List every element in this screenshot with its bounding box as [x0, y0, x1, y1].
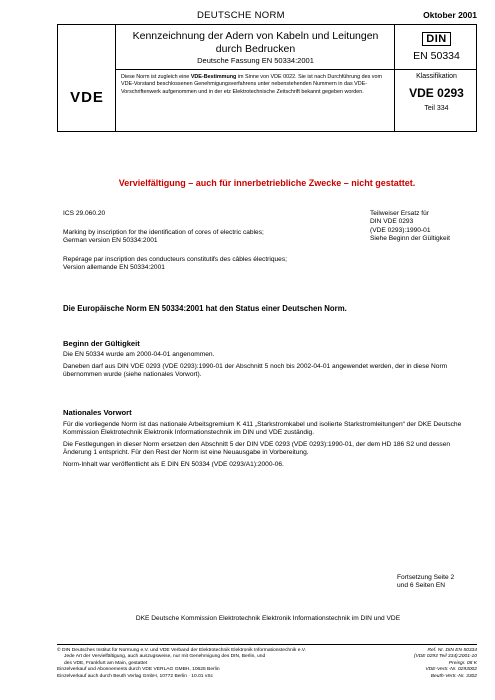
- paragraph: Daneben darf aus DIN VDE 0293 (VDE 0293):1990-01 der Abschnitt 5 noch bis 2002-04-01 angewendet werden, der in diese Norm übernommen wurde (siehe nationales Vorwort).: [63, 363, 448, 379]
- footer-copyright: © DIN Deutsches Institut für Normung e.V. und VDE Verband der Elektrotechnik Elektronik Informationstechnik e.V. Jede Art der Vervielfältigung, auch auszugsweise, nur mit Genehmigung des DIN, Berlin, und des VDE, Frankfurt am Main, gestattet Einzelverkauf und Abonnements durch VDE VERLAG GMBH, 10625 Berlin Einzelverkauf auch durch Beuth Verlag GmbH, 10772 Berlin · 10.01 vSc: [57, 648, 306, 679]
- document-title: Kennzeichnung der Adern von Kabeln und Leitungen durch Bedrucken: [132, 30, 379, 55]
- document-subtitle: Deutsche Fassung EN 50334:2001: [197, 56, 314, 65]
- divider: [115, 69, 476, 70]
- paragraph: Für die vorliegende Norm ist das nationale Arbeitsgremium K 411 „Starkstromkabel und isolierte Starkstromleitungen“ der DKE Deutsche Kommission Elektrotechnik Elektronik Informationstechnik im DIN und VDE zuständig.: [63, 421, 462, 437]
- header-bar: [57, 10, 477, 23]
- classification-label: Klassifikation: [416, 73, 457, 80]
- vde-logo: VDE: [70, 89, 104, 106]
- footer-divider: [57, 644, 477, 645]
- issue-date: Oktober 2001: [423, 10, 477, 20]
- vde-notice: Diese Norm ist zugleich eine VDE-Bestimmung im Sinne von VDE 0022. Sie ist nach Durchführung des vom VDE-Vorstand beschlossenen Genehmigungsverfahrens unter nebenstehenden Nummern in das VDE-Vorschriftenwerk aufgenommen und in der etz Elektrotechnische Zeitschrift bekannt gegeben worden.: [121, 74, 382, 95]
- replacement-note: Teilweiser Ersatz für DIN VDE 0293 (VDE 0293):1990-01 Siehe Beginn der Gültigkeit: [370, 210, 450, 243]
- copy-warning: Vervielfältigung – auch für innerbetriebliche Zwecke – nicht gestattet.: [118, 178, 416, 188]
- french-title: Repérage par inscription des conducteurs constitutifs des câbles électriques; Version allemande EN 50334:2001: [63, 256, 287, 272]
- divider: [115, 25, 116, 131]
- english-title: Marking by inscription for the identification of cores of electric cables; German version EN 50334:2001: [63, 229, 264, 245]
- dke-line: DKE Deutsche Kommission Elektrotechnik Elektronik Informationstechnik im DIN und VDE: [135, 615, 401, 622]
- din-number: EN 50334: [413, 50, 460, 62]
- din-logo: DIN: [397, 29, 476, 47]
- paragraph: Norm-Inhalt war veröffentlicht als E DIN EN 50334 (VDE 0293/A1):2000-06.: [63, 461, 284, 468]
- continuation-note: Fortsetzung Seite 2 und 6 Seiten EN: [397, 574, 455, 590]
- section-heading-foreword: Nationales Vorwort: [63, 408, 132, 417]
- title-block: [57, 24, 477, 132]
- classification-number: VDE 0293: [409, 86, 464, 100]
- ics-code: ICS 29.060.20: [63, 210, 106, 217]
- footer-reference: Ref. Nr. DIN EN 50334 (VDE 0293 Teil 334):2001-10 Preisgr. 08 K VDE-Vertr.-Nr. 0293002 Beuth-Vertr.-Nr. 3302: [413, 648, 477, 679]
- status-statement: Die Europäische Norm EN 50334:2001 hat den Status einer Deutschen Norm.: [63, 304, 347, 313]
- norm-type-label: DEUTSCHE NORM: [197, 10, 285, 21]
- paragraph: Die EN 50334 wurde am 2000-04-01 angenommen.: [63, 351, 215, 358]
- section-heading-validity: Beginn der Gültigkeit: [63, 339, 140, 348]
- classification-part: Teil 334: [424, 105, 449, 112]
- paragraph: Die Festlegungen in dieser Norm ersetzen den Abschnitt 5 der DIN VDE 0293 (VDE 0293):1990-01, der dem HD 186 S2 und dessen Änderung 1 entspricht. Für den Rest der Norm ist eine Neuausgabe in Vorbereitung.: [63, 441, 451, 457]
